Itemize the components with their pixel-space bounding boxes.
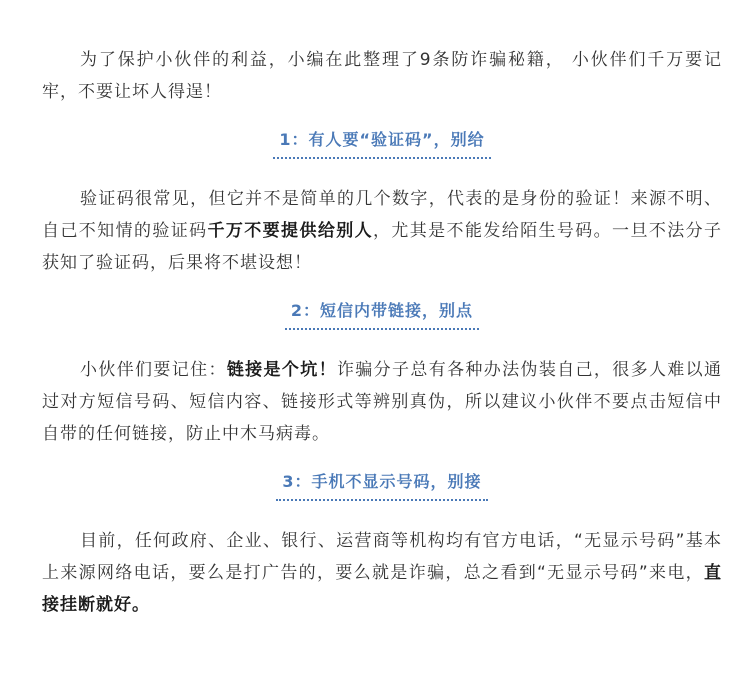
section-3-heading: 3：手机不显示号码，别接 [276,472,487,501]
section-3-heading-wrap [42,472,722,501]
section-1-heading: 1：有人要“验证码”，别给 [273,130,490,159]
section-2-emphasis: 链接是个坑！ [226,360,337,380]
section-1-paragraph [42,183,722,279]
section-2-text-b: 诈骗分子总有各种办法伪装自己，很多人难以通过对方短信号码、短信内容、链接形式等辨别真伪，所以建议小伙伴不要点击短信中自带的任何链接，防止中木马病毒。 [42,360,723,444]
article-body [42,44,722,621]
section-3-emphasis: 直接挂断就好。 [42,563,722,615]
section-2-paragraph [42,354,722,450]
section-2-heading: 2：短信内带链接，别点 [285,301,479,330]
section-2-text-a: 小伙伴们要记住： [80,360,227,380]
section-1-heading-wrap [42,130,722,159]
section-1-text-a: 验证码很常见，但它并不是简单的几个数字，代表的是身份的验证！来源不明、自己不知情的验证码 [42,189,722,241]
section-1-text-b: ，尤其是不能发给陌生号码。一旦不法分子获知了验证码，后果将不堪设想！ [42,221,722,273]
section-1-emphasis: 千万不要提供给别人 [207,221,373,241]
section-3-text-a: 目前，任何政府、企业、银行、运营商等机构均有官方电话，“无显示号码”基本上来源网络电话，要么是打广告的，要么就是诈骗，总之看到“无显示号码”来电， [42,531,722,583]
section-2-heading-wrap [42,301,722,330]
intro-text: 为了保护小伙伴的利益，小编在此整理了9条防诈骗秘籍， 小伙伴们千万要记牢，不要让坏人得逞！ [42,50,722,102]
intro-paragraph [42,44,722,108]
section-3-paragraph [42,525,722,621]
